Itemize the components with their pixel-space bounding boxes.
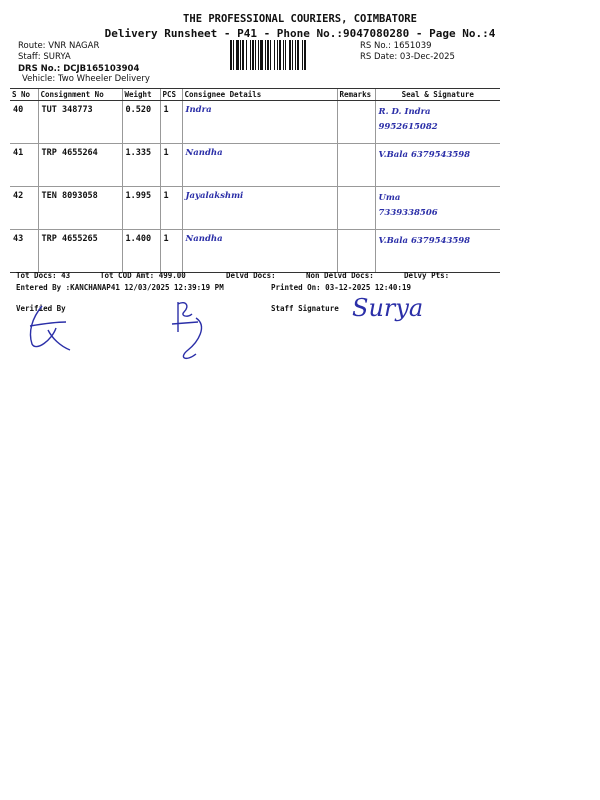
runsheet-table [10, 88, 500, 273]
seal-line: Uma [378, 193, 401, 203]
cell-remarks [337, 230, 375, 273]
drs-number: DRS No.: DCJB165103904 [18, 64, 140, 74]
verifier-signature-mark [22, 300, 78, 356]
col-sno: S No [10, 89, 38, 101]
col-weight: Weight [122, 89, 160, 101]
total-cod: Tot COD Amt: 499.00 [100, 271, 186, 280]
cell-pcs: 1 [160, 101, 182, 144]
cell-consignee: Jayalakshmi [182, 187, 337, 230]
cell-consignment: TEN 8093058 [38, 187, 122, 230]
cell-remarks [337, 144, 375, 187]
cell-sno: 43 [10, 230, 38, 273]
vehicle: Vehicle: Two Wheeler Delivery [22, 74, 150, 84]
col-pcs: PCS [160, 89, 182, 101]
cell-weight: 1.335 [122, 144, 160, 187]
rs-number: RS No.: 1651039 [360, 41, 432, 51]
seal-line: R. D. Indra [378, 107, 431, 117]
cell-sno: 42 [10, 187, 38, 230]
cell-seal [375, 101, 500, 144]
cell-pcs: 1 [160, 187, 182, 230]
delivery-points: Delvy Pts: [404, 271, 450, 280]
cell-pcs: 1 [160, 144, 182, 187]
table-row [10, 101, 500, 144]
seal-line: V.Bala 6379543598 [378, 150, 471, 160]
entered-by: Entered By :KANCHANAP41 12/03/2025 12:39:19 PM [16, 283, 224, 292]
delivered-docs: Delvd Docs: [226, 271, 276, 280]
non-delivered-docs: Non Delvd Docs: [306, 271, 374, 280]
cell-consignment: TUT 348773 [38, 101, 122, 144]
cell-consignment: TRP 4655264 [38, 144, 122, 187]
table-row [10, 187, 500, 230]
cell-sno: 40 [10, 101, 38, 144]
table-header-row [10, 89, 500, 101]
company-name: THE PROFESSIONAL COURIERS, COIMBATORE [183, 13, 417, 25]
staff-signature-label: Staff Signature [271, 304, 339, 313]
col-seal: Seal & Signature [375, 89, 500, 101]
cell-consignment: TRP 4655265 [38, 230, 122, 273]
cell-consignee: Indra [182, 101, 337, 144]
route: Route: VNR NAGAR [18, 41, 100, 51]
staff: Staff: SURYA [18, 52, 71, 62]
col-consignment: Consignment No [38, 89, 122, 101]
col-consignee: Consignee Details [182, 89, 337, 101]
cell-remarks [337, 187, 375, 230]
total-docs: Tot Docs: 43 [16, 271, 71, 280]
staff-initials-mark [168, 296, 220, 366]
seal-line: 9952615082 [378, 122, 438, 132]
cell-remarks [337, 101, 375, 144]
seal-line: 7339338506 [378, 208, 438, 218]
cell-pcs: 1 [160, 230, 182, 273]
cell-weight: 1.400 [122, 230, 160, 273]
cell-sno: 41 [10, 144, 38, 187]
runsheet-title: Delivery Runsheet - P41 - Phone No.:9047080280 - Page No.:4 [104, 27, 496, 40]
col-remarks: Remarks [337, 89, 375, 101]
seal-line: V.Bala 6379543598 [378, 236, 471, 246]
cell-seal [375, 187, 500, 230]
cell-weight: 0.520 [122, 101, 160, 144]
cell-consignee: Nandha [182, 144, 337, 187]
staff-signed-name: Surya [352, 294, 424, 322]
cell-weight: 1.995 [122, 187, 160, 230]
rs-date: RS Date: 03-Dec-2025 [360, 52, 455, 62]
table-row [10, 230, 500, 273]
cell-seal [375, 230, 500, 273]
table-row [10, 144, 500, 187]
printed-on: Printed On: 03-12-2025 12:40:19 [271, 283, 411, 292]
barcode-image [230, 40, 356, 70]
verified-by-label: Verified By [16, 304, 66, 313]
cell-seal [375, 144, 500, 187]
cell-consignee: Nandha [182, 230, 337, 273]
